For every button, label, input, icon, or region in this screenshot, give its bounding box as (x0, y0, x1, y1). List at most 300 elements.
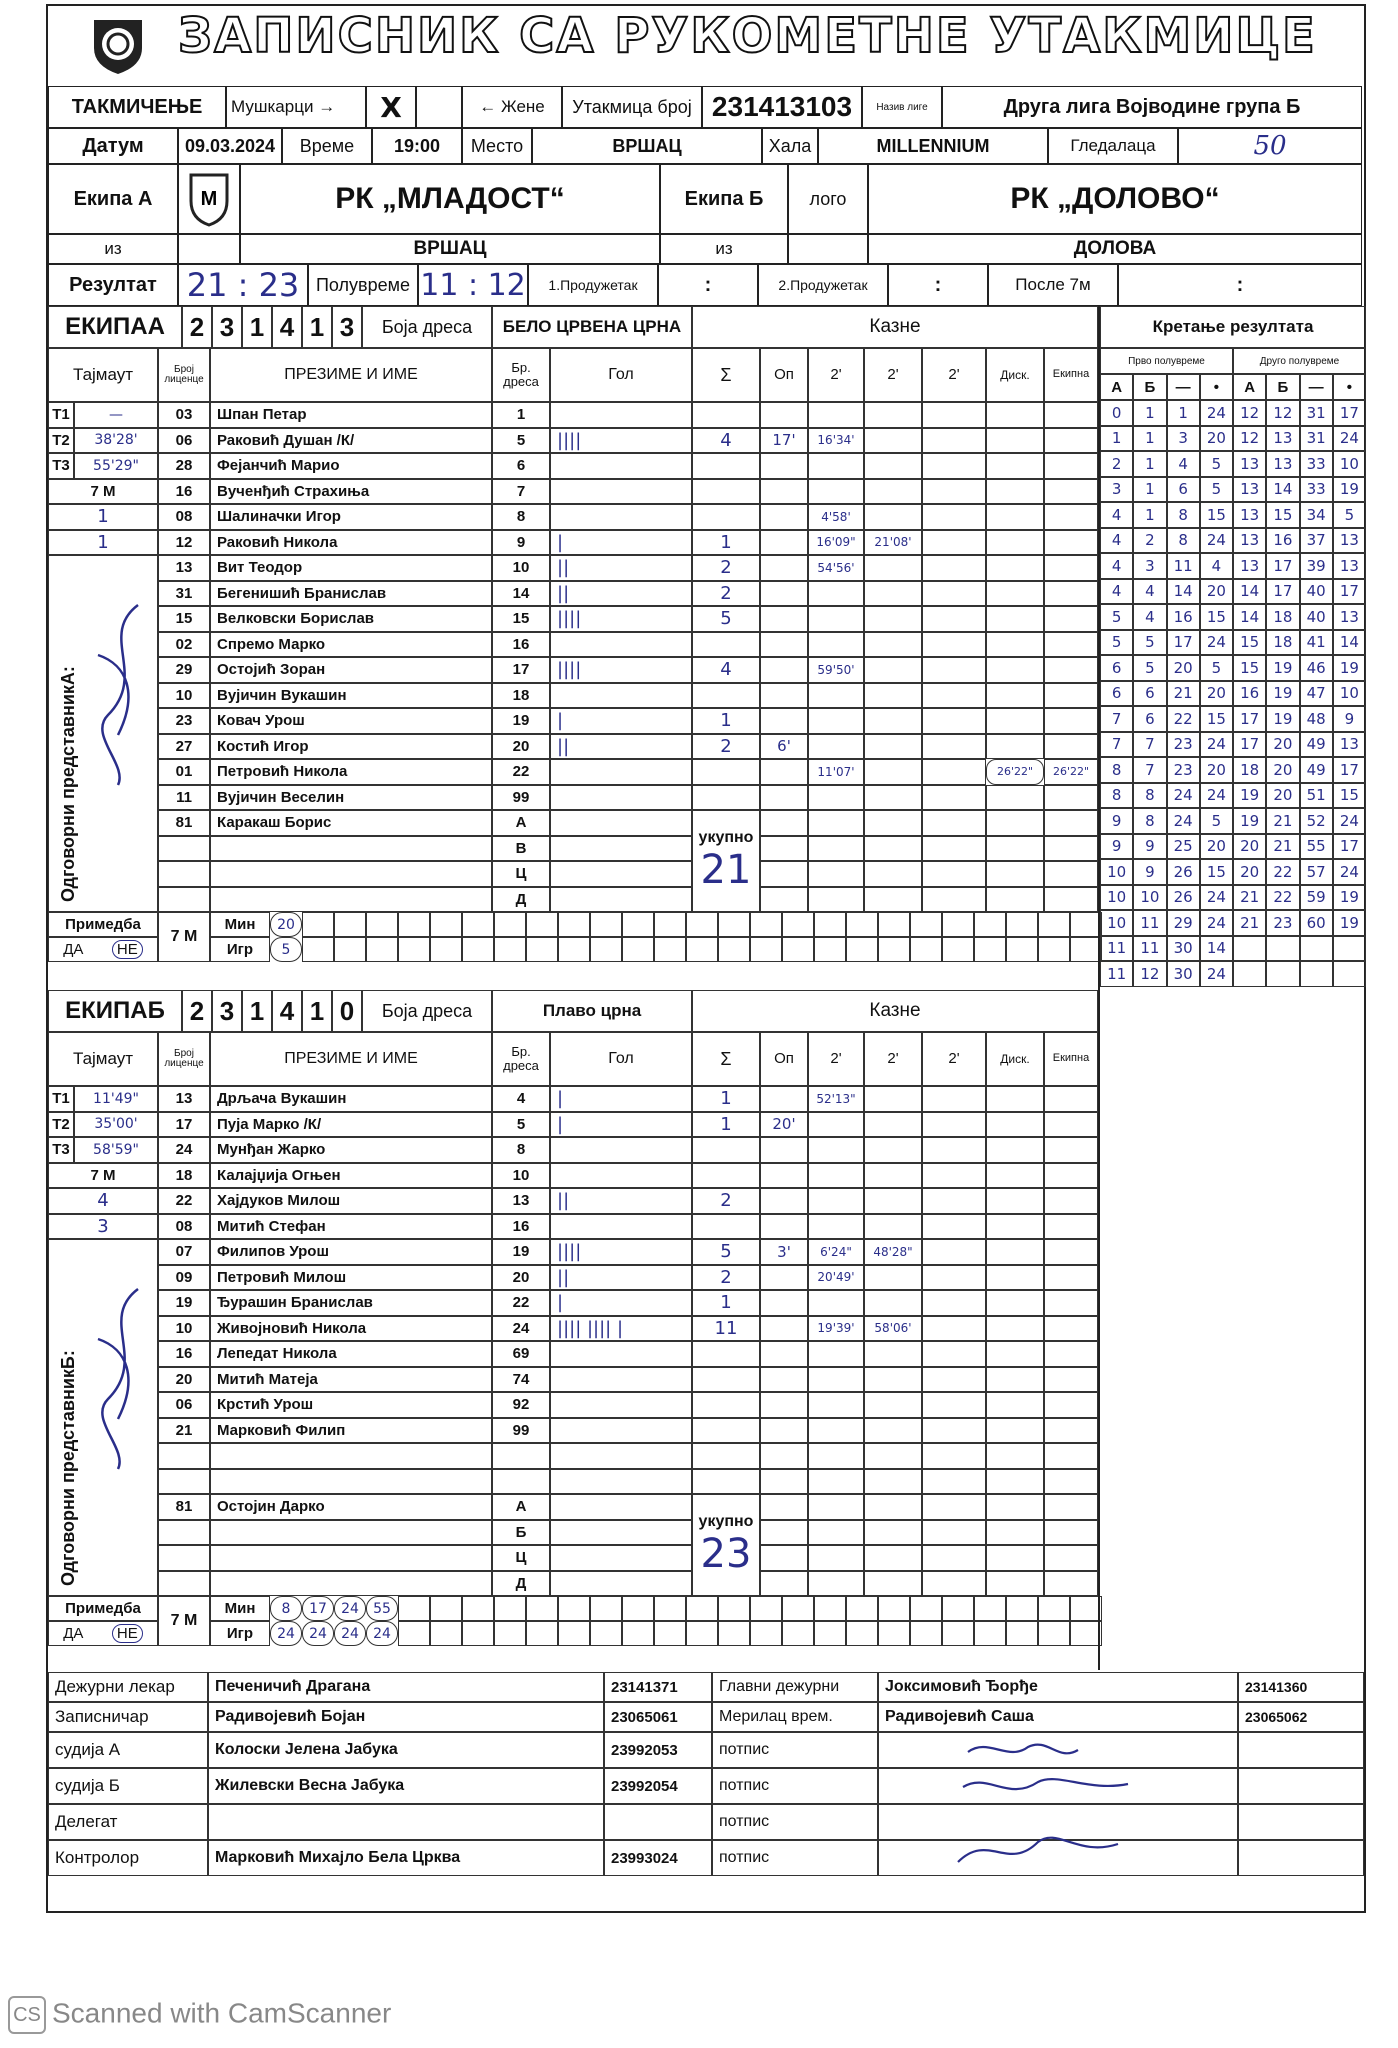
team-b-player-warning (760, 1214, 808, 1240)
team-a-player-goals (550, 632, 692, 658)
team-b-header-no: Бр. дреса (492, 1032, 550, 1086)
team-a-player-penalty1 (808, 479, 864, 505)
team-b-player-warning (760, 1367, 808, 1393)
team-a-player-number: 14 (492, 581, 550, 607)
team-a-igr-cell (622, 937, 654, 962)
team-b-player-penalty1 (808, 1163, 864, 1189)
sheet-title: ЗАПИСНИК СА РУКОМЕТНЕ УТАКМИЦЕ (178, 8, 1317, 64)
team-a-player-penalty1: 16'34' (808, 428, 864, 454)
team-a-igr-cell (750, 937, 782, 962)
progress-second-half-cell: 19 (1266, 706, 1299, 732)
team-b-official-penalty (864, 1545, 922, 1571)
progress-first-half-cell: 1 (1133, 477, 1166, 503)
team-a-player-penalty2 (864, 479, 922, 505)
team-b-player-license: 20 (158, 1367, 210, 1393)
progress-second-half-cell (1300, 936, 1333, 962)
team-a-official-license (158, 836, 210, 862)
team-a-player-penalty3 (922, 479, 986, 505)
team-a-rep-label: Одговорни представникА: (58, 666, 78, 902)
team-b-player-goals: |||| (550, 1239, 692, 1265)
team-b-player-license: 08 (158, 1214, 210, 1240)
progress-second-half-cell: 49 (1300, 757, 1333, 783)
team-b-official-team-penalty (1044, 1545, 1098, 1571)
official-name-2: Радивојевић Саша (878, 1702, 1238, 1732)
team-b-player-penalty2 (864, 1443, 922, 1469)
progress-first-half-cell: 10 (1100, 910, 1133, 936)
official-name: Печеничић Драгана (208, 1672, 604, 1702)
team-a-player-license: 29 (158, 657, 210, 683)
team-b-player-penalty2 (864, 1188, 922, 1214)
competition-label: ТАКМИЧЕЊЕ (48, 86, 226, 128)
team-a-player-penalty2 (864, 504, 922, 530)
team-b-min-cell (430, 1596, 462, 1621)
team-b-player-number: 99 (492, 1418, 550, 1444)
team-b-remark-no: НЕ (112, 1624, 143, 1643)
progress-col-header: • (1200, 374, 1233, 400)
team-a-official-disq (986, 861, 1044, 887)
team-a-player-penalty3 (922, 402, 986, 428)
team-b-player-name: Филипов Урош (210, 1239, 492, 1265)
team-b-official-blank (550, 1494, 692, 1520)
progress-second-half-cell: 52 (1300, 808, 1333, 834)
team-b-player-name: Крстић Урош (210, 1392, 492, 1418)
team-b-min-cell (526, 1596, 558, 1621)
team-a-header-p3: 2' (922, 348, 986, 402)
progress-second-half-cell: 37 (1300, 528, 1333, 554)
team-a-min-cell (814, 912, 846, 937)
progress-second-half-cell: 22 (1266, 885, 1299, 911)
team-a-remark-yes-no (48, 937, 158, 962)
team-a-min-cell (430, 912, 462, 937)
team-b-header-name: ПРЕЗИМЕ И ИМЕ (210, 1032, 492, 1086)
team-b-player-number: 8 (492, 1137, 550, 1163)
progress-first-half-cell: 14 (1200, 936, 1233, 962)
team-b-player-sum (692, 1443, 760, 1469)
progress-second-half-cell: 13 (1266, 451, 1299, 477)
team-a-player-number: 10 (492, 555, 550, 581)
team-b-player-penalty3 (922, 1443, 986, 1469)
progress-first-half-cell: 16 (1167, 604, 1200, 630)
team-b-player-penalty2 (864, 1214, 922, 1240)
team-b-player-penalty3 (922, 1137, 986, 1163)
team-b-player-disq (986, 1469, 1044, 1495)
progress-first-half-cell: 1 (1133, 502, 1166, 528)
team-b-min-cell (846, 1596, 878, 1621)
team-a-player-penalty3 (922, 708, 986, 734)
team-a-official-penalty (808, 810, 864, 836)
official-role-label: судија Б (48, 1768, 208, 1804)
progress-second-half-cell: 48 (1300, 706, 1333, 732)
team-b-min-cell (686, 1596, 718, 1621)
progress-first-half-cell: 7 (1133, 732, 1166, 758)
progress-first-half-cell: 5 (1133, 655, 1166, 681)
team-a-min-cell (942, 912, 974, 937)
team-b-official-warning (760, 1545, 808, 1571)
team-b-player-license (158, 1443, 210, 1469)
team-a-7m-box-label: 7 М (158, 912, 210, 962)
progress-first-half-cell: 30 (1167, 936, 1200, 962)
team-b-player-license: 22 (158, 1188, 210, 1214)
team-b-penalties-label: Казне (692, 990, 1098, 1032)
progress-second-half-cell: 13 (1233, 477, 1266, 503)
team-a-igr-cell (814, 937, 846, 962)
team-b-min-cell (590, 1596, 622, 1621)
team-b-min-cell (750, 1596, 782, 1621)
progress-first-half-cell: 8 (1167, 528, 1200, 554)
team-a-player-number: 9 (492, 530, 550, 556)
progress-first-half-cell: 20 (1200, 681, 1233, 707)
team-b-player-penalty1: 19'39' (808, 1316, 864, 1342)
progress-second-half-cell: 19 (1333, 477, 1366, 503)
team-a-min-cell (718, 912, 750, 937)
team-b-player-license: 13 (158, 1086, 210, 1112)
men-arrow: → (318, 97, 336, 116)
team-b-player-license: 16 (158, 1341, 210, 1367)
progress-first-half-cell: 24 (1167, 808, 1200, 834)
team-a-igr-cell (974, 937, 1006, 962)
progress-first-half-cell: 6 (1133, 706, 1166, 732)
team-b-player-penalty1 (808, 1418, 864, 1444)
team-b-player-penalty2: 48'28" (864, 1239, 922, 1265)
team-a-7m-label: 7 М (48, 479, 158, 505)
team-b-igr-cell (782, 1621, 814, 1646)
team-b-min-cell (1038, 1596, 1070, 1621)
team-b-code-digit: 4 (272, 990, 302, 1032)
team-a-player-name: Раковић Душан /К/ (210, 428, 492, 454)
official-role2-label: потпис (712, 1804, 878, 1840)
team-a-header-name: ПРЕЗИМЕ И ИМЕ (210, 348, 492, 402)
hall-value: MILLENNIUM (818, 128, 1048, 164)
team-b-official-role: А (492, 1494, 550, 1520)
progress-second-half-cell: 40 (1300, 579, 1333, 605)
progress-second-half-cell: 14 (1333, 630, 1366, 656)
team-a-igr-cell (366, 937, 398, 962)
team-b-igr-cell (1038, 1621, 1070, 1646)
team-a-official-license (158, 887, 210, 913)
team-b-igr-cell (878, 1621, 910, 1646)
team-a-player-number: 16 (492, 632, 550, 658)
team-a-player-license: 06 (158, 428, 210, 454)
team-b-player-sum: 11 (692, 1316, 760, 1342)
team-b-player-goals: || (550, 1188, 692, 1214)
team-a-player-penalty3 (922, 581, 986, 607)
team-b-player-penalty2 (864, 1418, 922, 1444)
team-b-player-warning (760, 1265, 808, 1291)
team-a-igr-cell (462, 937, 494, 962)
progress-second-half-cell: 13 (1333, 732, 1366, 758)
team-a-official-penalty (922, 836, 986, 862)
progress-first-half-cell: 1 (1133, 400, 1166, 426)
team-a-player-sum: 5 (692, 606, 760, 632)
progress-first-half-cell: 8 (1167, 502, 1200, 528)
team-a-min-cell (750, 912, 782, 937)
team-b-official-penalty (864, 1571, 922, 1597)
team-b-official-penalty (922, 1494, 986, 1520)
team-a-player-team-penalty (1044, 632, 1098, 658)
official-license: 23141371 (604, 1672, 712, 1702)
team-b-player-sum (692, 1418, 760, 1444)
spectators-label: Гледалаца (1048, 128, 1178, 164)
team-b-min-cell: 55 (366, 1596, 398, 1621)
team-b-player-penalty1 (808, 1112, 864, 1138)
team-b-remark-yes: ДА (63, 1625, 84, 1642)
team-a-igr-cell (782, 937, 814, 962)
team-a-player-warning (760, 504, 808, 530)
team-a-igr-cell (910, 937, 942, 962)
team-a-min-label: Мин (210, 912, 270, 937)
team-b-player-number: 22 (492, 1290, 550, 1316)
team-b-city: ДОЛОВА (868, 234, 1362, 264)
team-a-player-sum (692, 504, 760, 530)
team-a-rep-signature (78, 595, 158, 795)
team-b-player-number: 24 (492, 1316, 550, 1342)
team-b-player-warning (760, 1086, 808, 1112)
team-b-player-sum: 1 (692, 1086, 760, 1112)
team-a-player-penalty1: 4'58' (808, 504, 864, 530)
team-b-player-goals (550, 1469, 692, 1495)
team-a-header-sum: Σ (692, 348, 760, 402)
team-a-igr-cell (590, 937, 622, 962)
team-a-min-cell (590, 912, 622, 937)
team-a-player-penalty2 (864, 453, 922, 479)
result-label: Резултат (48, 264, 178, 306)
team-b-official-name (210, 1545, 492, 1571)
team-b-player-penalty1 (808, 1469, 864, 1495)
progress-second-half-cell: 13 (1333, 528, 1366, 554)
progress-second-half-cell: 20 (1233, 834, 1266, 860)
progress-second-half-cell: 18 (1266, 630, 1299, 656)
team-a-player-penalty2 (864, 759, 922, 785)
team-b-min-cell (910, 1596, 942, 1621)
team-b-official-disq (986, 1571, 1044, 1597)
team-b-official-penalty (808, 1545, 864, 1571)
team-a-code-digit: 2 (182, 306, 212, 348)
men-label: Мушкарци (231, 97, 314, 116)
team-b-timeout-label: T3 (48, 1137, 74, 1163)
team-a-igr-cell (398, 937, 430, 962)
team-a-player-warning (760, 453, 808, 479)
match-no: 231413103 (702, 86, 862, 128)
progress-first-half-cell: 8 (1133, 783, 1166, 809)
progress-second-half-cell: 15 (1233, 630, 1266, 656)
team-b-player-team-penalty (1044, 1214, 1098, 1240)
team-a-official-warning (760, 810, 808, 836)
team-a-min-cell (878, 912, 910, 937)
team-b-official-penalty (808, 1494, 864, 1520)
team-a-player-name: Шалиначки Игор (210, 504, 492, 530)
progress-first-half-cell: 1 (1133, 426, 1166, 452)
team-a-player-sum (692, 632, 760, 658)
team-b-player-name (210, 1469, 492, 1495)
team-b-igr-cell (942, 1621, 974, 1646)
team-b-header-goal: Гол (550, 1032, 692, 1086)
team-a-7m-value: 1 (48, 530, 158, 556)
team-a-player-name: Вујичин Вукашин (210, 683, 492, 709)
team-a-title: ЕКИПАА (48, 306, 182, 348)
team-a-igr-cell (718, 937, 750, 962)
team-b-player-penalty2 (864, 1112, 922, 1138)
progress-first-half-cell: 23 (1167, 757, 1200, 783)
progress-second-half-cell: 13 (1233, 528, 1266, 554)
team-b-player-sum: 1 (692, 1112, 760, 1138)
team-a-player-penalty1: 59'50' (808, 657, 864, 683)
team-a-player-penalty3 (922, 555, 986, 581)
progress-first-half-cell: 5 (1200, 655, 1233, 681)
team-b-min-cell: 8 (270, 1596, 302, 1621)
team-a-official-name: Каракаш Борис (210, 810, 492, 836)
team-b-7m-box-label: 7 М (158, 1596, 210, 1646)
team-a-official-name (210, 887, 492, 913)
team-a-header-no: Бр. дреса (492, 348, 550, 402)
team-b-player-sum: 5 (692, 1239, 760, 1265)
progress-second-half-cell: 21 (1233, 885, 1266, 911)
progress-second-half-cell: 60 (1300, 910, 1333, 936)
team-b-player-team-penalty (1044, 1392, 1098, 1418)
team-b-player-warning: 20' (760, 1112, 808, 1138)
after7m-label: После 7м (988, 264, 1118, 306)
progress-second-half-cell: 31 (1300, 426, 1333, 452)
team-a-player-penalty3 (922, 683, 986, 709)
blank-box (416, 86, 462, 128)
referee-signatures (948, 1732, 1148, 1882)
team-a-player-team-penalty (1044, 581, 1098, 607)
progress-first-half-cell: 4 (1100, 502, 1133, 528)
team-a-player-number: 17 (492, 657, 550, 683)
team-b-player-sum (692, 1469, 760, 1495)
team-a-code-digit: 1 (302, 306, 332, 348)
team-a-player-number: 18 (492, 683, 550, 709)
progress-second-half-cell: 12 (1266, 400, 1299, 426)
team-a-from-label: из (48, 234, 178, 264)
team-a-player-penalty3 (922, 606, 986, 632)
progress-first-half-cell: 22 (1167, 706, 1200, 732)
progress-first-half-cell: 26 (1167, 885, 1200, 911)
after7m-score: : (1118, 264, 1362, 306)
ot2-score: : (888, 264, 988, 306)
team-b-player-sum (692, 1392, 760, 1418)
progress-first-half-cell: 8 (1133, 808, 1166, 834)
progress-first-half-cell: 4 (1100, 579, 1133, 605)
progress-first-half-cell: 15 (1200, 859, 1233, 885)
team-b-official-disq (986, 1545, 1044, 1571)
team-a-player-disq (986, 734, 1044, 760)
team-b-igr-cell (622, 1621, 654, 1646)
team-b-timeout-value: 11'49" (74, 1086, 158, 1112)
team-b-player-disq (986, 1290, 1044, 1316)
progress-first-half-cell: 4 (1167, 451, 1200, 477)
progress-second-half-cell: 5 (1333, 502, 1366, 528)
team-b-player-goals (550, 1214, 692, 1240)
team-b-player-penalty2 (864, 1265, 922, 1291)
team-a-player-license: 01 (158, 759, 210, 785)
team-b-official-license: 81 (158, 1494, 210, 1520)
progress-second-half-cell: 14 (1266, 477, 1299, 503)
team-b-igr-cell: 24 (334, 1621, 366, 1646)
team-a-player-penalty3 (922, 734, 986, 760)
team-a-player-penalty3 (922, 657, 986, 683)
team-b-player-team-penalty (1044, 1367, 1098, 1393)
progress-second-half-cell: 13 (1233, 502, 1266, 528)
team-a-player-penalty2 (864, 402, 922, 428)
official-license-2 (1238, 1768, 1364, 1804)
progress-second-half-cell: 31 (1300, 400, 1333, 426)
official-license-2 (1238, 1732, 1364, 1768)
team-b-player-name: Калајџија Огњен (210, 1163, 492, 1189)
progress-second-half-cell: 13 (1233, 451, 1266, 477)
team-a-player-disq (986, 402, 1044, 428)
team-a-official-penalty (922, 810, 986, 836)
team-b-player-number (492, 1469, 550, 1495)
team-a-player-warning (760, 657, 808, 683)
official-role2-label: потпис (712, 1840, 878, 1876)
progress-second-half-cell: 17 (1333, 757, 1366, 783)
team-a-player-warning: 17' (760, 428, 808, 454)
team-b-player-goals: || (550, 1265, 692, 1291)
ot1-label: 1.Продужетак (528, 264, 658, 306)
team-a-min-cell (654, 912, 686, 937)
team-a-player-sum (692, 785, 760, 811)
team-b-player-team-penalty (1044, 1239, 1098, 1265)
official-license: 23992053 (604, 1732, 712, 1768)
progress-first-half-cell: 24 (1200, 732, 1233, 758)
date-label: Датум (48, 128, 178, 164)
team-b-player-sum (692, 1214, 760, 1240)
team-a-official-license: 81 (158, 810, 210, 836)
team-b-player-disq (986, 1214, 1044, 1240)
progress-second-half-cell: 21 (1266, 834, 1299, 860)
progress-first-half-cell: 11 (1100, 961, 1133, 987)
team-b-player-penalty1 (808, 1367, 864, 1393)
progress-first-half-cell: 29 (1167, 910, 1200, 936)
team-a-player-warning (760, 708, 808, 734)
team-a-player-warning (760, 785, 808, 811)
team-b-player-disq (986, 1163, 1044, 1189)
progress-first-half-cell: 4 (1100, 528, 1133, 554)
team-a-igr-cell (1038, 937, 1070, 962)
team-b-total-box (692, 1494, 760, 1596)
progress-second-half-cell: 39 (1300, 553, 1333, 579)
team-a-official-penalty (808, 861, 864, 887)
team-a-min-cell (686, 912, 718, 937)
team-a-official-blank (550, 887, 692, 913)
official-license: 23992054 (604, 1768, 712, 1804)
scanner-watermark (8, 1996, 391, 2034)
team-a-player-license: 11 (158, 785, 210, 811)
team-b-code-digit: 3 (212, 990, 242, 1032)
official-license (604, 1804, 712, 1840)
team-a-player-penalty1 (808, 734, 864, 760)
team-b-player-name: Митић Стефан (210, 1214, 492, 1240)
team-a-igr-cell (526, 937, 558, 962)
progress-second-half-cell: 19 (1333, 655, 1366, 681)
team-a-timeout-label: T1 (48, 402, 74, 428)
team-b-player-team-penalty (1044, 1443, 1098, 1469)
team-a-header-p1: 2' (808, 348, 864, 402)
team-b-player-goals: | (550, 1112, 692, 1138)
team-a-player-goals: || (550, 734, 692, 760)
progress-second-half-cell: 19 (1266, 681, 1299, 707)
team-a-player-disq (986, 632, 1044, 658)
progress-second-half-cell: 17 (1233, 706, 1266, 732)
progress-second-half-cell: 15 (1266, 502, 1299, 528)
team-b-official-warning (760, 1494, 808, 1520)
team-a-label: Екипа А (48, 164, 178, 234)
team-a-player-sum (692, 453, 760, 479)
team-b-official-role: Ц (492, 1545, 550, 1571)
progress-second-half-cell: 13 (1233, 553, 1266, 579)
official-role2-label: потпис (712, 1732, 878, 1768)
team-a-player-warning (760, 402, 808, 428)
